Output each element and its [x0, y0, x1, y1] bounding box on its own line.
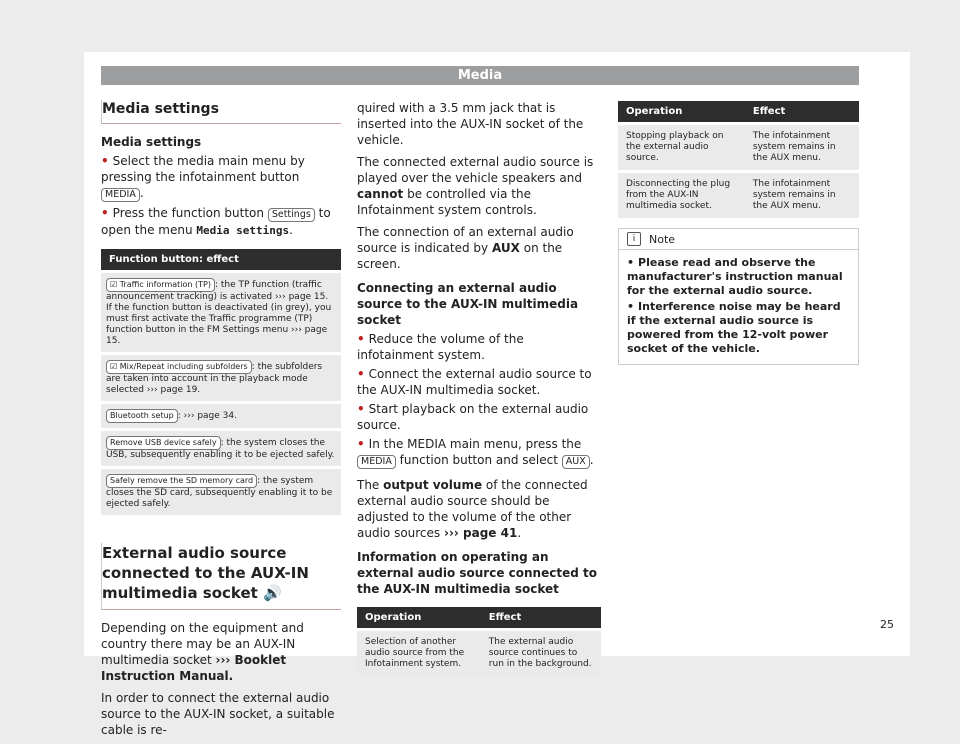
note-item: • Please read and observe the manufacturer's instruction manual for the external audio source. [627, 256, 843, 297]
column-middle [357, 100, 601, 676]
table-cell: The external audio source continues to run in the background. [481, 630, 601, 677]
table-header: Function button: effect [101, 249, 341, 272]
paragraph: quired with a 3.5 mm jack that is inserted into the AUX-IN socket of the vehicle. [357, 101, 584, 147]
bullet-item: • Reduce the volume of the infotainment system. [357, 332, 524, 362]
section-header: Media [101, 66, 859, 85]
table-row: Bluetooth setup : ››› page 34. [101, 403, 341, 430]
page-number: 25 [880, 618, 894, 631]
info-icon: i [627, 232, 641, 246]
table-cell: Stopping playback on the external audio source. [618, 124, 745, 172]
aux-audio-icon: 🔊 [263, 584, 282, 602]
note-box [618, 228, 859, 365]
section-title-aux: External audio source connected to the AUX-IN multimedia socket 🔊 [101, 543, 341, 610]
bullet-item: • Select the media main menu by pressing the infotainment button MEDIA . [101, 154, 305, 200]
table-cell: The infotainment system remains in the AUX menu. [745, 124, 859, 172]
bullet-item: • Connect the external audio source to the AUX-IN multimedia socket. [357, 367, 592, 397]
function-table [101, 249, 341, 515]
subheading: Media settings [101, 135, 202, 149]
bullet-item: • Start playback on the external audio source. [357, 402, 589, 432]
subheading: Connecting an external audio source to the AUX-IN multimedia socket [357, 281, 579, 327]
note-item: • Interference noise may be heard if the external audio source is powered from the 12-volt power socket of the vehicle. [627, 300, 841, 355]
settings-button-label: Settings [268, 208, 315, 222]
table-cell: Selection of another audio source from the Infotainment system. [357, 630, 481, 677]
paragraph: The output volume of the connected external audio source should be adjusted to the volume of the other audio sources ››› page 41. [357, 478, 588, 540]
paragraph: The connection of an external audio source is indicated by AUX on the screen. [357, 225, 574, 271]
operation-table-continued: Operation Effect Stopping playback on the external audio source. The infotainment system remains in the AUX menu. Disconnecting the plug from the AUX-IN multimedia socket. The infotainment system remains in the AUX menu. [618, 101, 859, 218]
paragraph: The connected external audio source is played over the vehicle speakers and cannot be controlled via the Infotainment system controls. [357, 155, 594, 217]
table-cell: Disconnecting the plug from the AUX-IN multimedia socket. [618, 172, 745, 219]
paragraph: Depending on the equipment and country there may be an AUX-IN multimedia socket ››› Booklet Instruction Manual. [101, 621, 304, 683]
section-title-media-settings: Media settings [101, 100, 341, 124]
table-row: Safely remove the SD memory card : the system closes the SD card, subsequently enabling it to be ejected safely. [101, 468, 341, 516]
table-row: ☑ Traffic information (TP) : the TP function (traffic announcement tracking) is activated ››› page 15. If the function button is deactivated (in grey), you must first activate the Traffic programme (TP) function button in the FM Settings menu ››› page 15. [101, 272, 341, 354]
subheading: Information on operating an external audio source connected to the AUX-IN multimedia socket [357, 550, 597, 596]
column-right [618, 101, 859, 365]
table-cell: The infotainment system remains in the AUX menu. [745, 172, 859, 219]
table-row: Remove USB device safely : the system closes the USB, subsequently enabling it to be ejected safely. [101, 430, 341, 468]
note-title: Note [649, 232, 676, 246]
column-left [101, 100, 341, 744]
bullet-item: • In the MEDIA main menu, press the MEDIA function button and select AUX . [357, 437, 594, 467]
operation-table: Operation Effect Selection of another audio source from the Infotainment system. The external audio source continues to run in the background. [357, 607, 601, 676]
paragraph: In order to connect the external audio source to the AUX-IN socket, a suitable cable is re- [101, 691, 335, 737]
media-button-label: MEDIA [101, 188, 140, 202]
bullet-item: • Press the function button Settings to open the menu Media settings. [101, 206, 331, 237]
table-row: ☑ Mix/Repeat including subfolders : the subfolders are taken into account in the playback mode selected ››› page 19. [101, 354, 341, 403]
